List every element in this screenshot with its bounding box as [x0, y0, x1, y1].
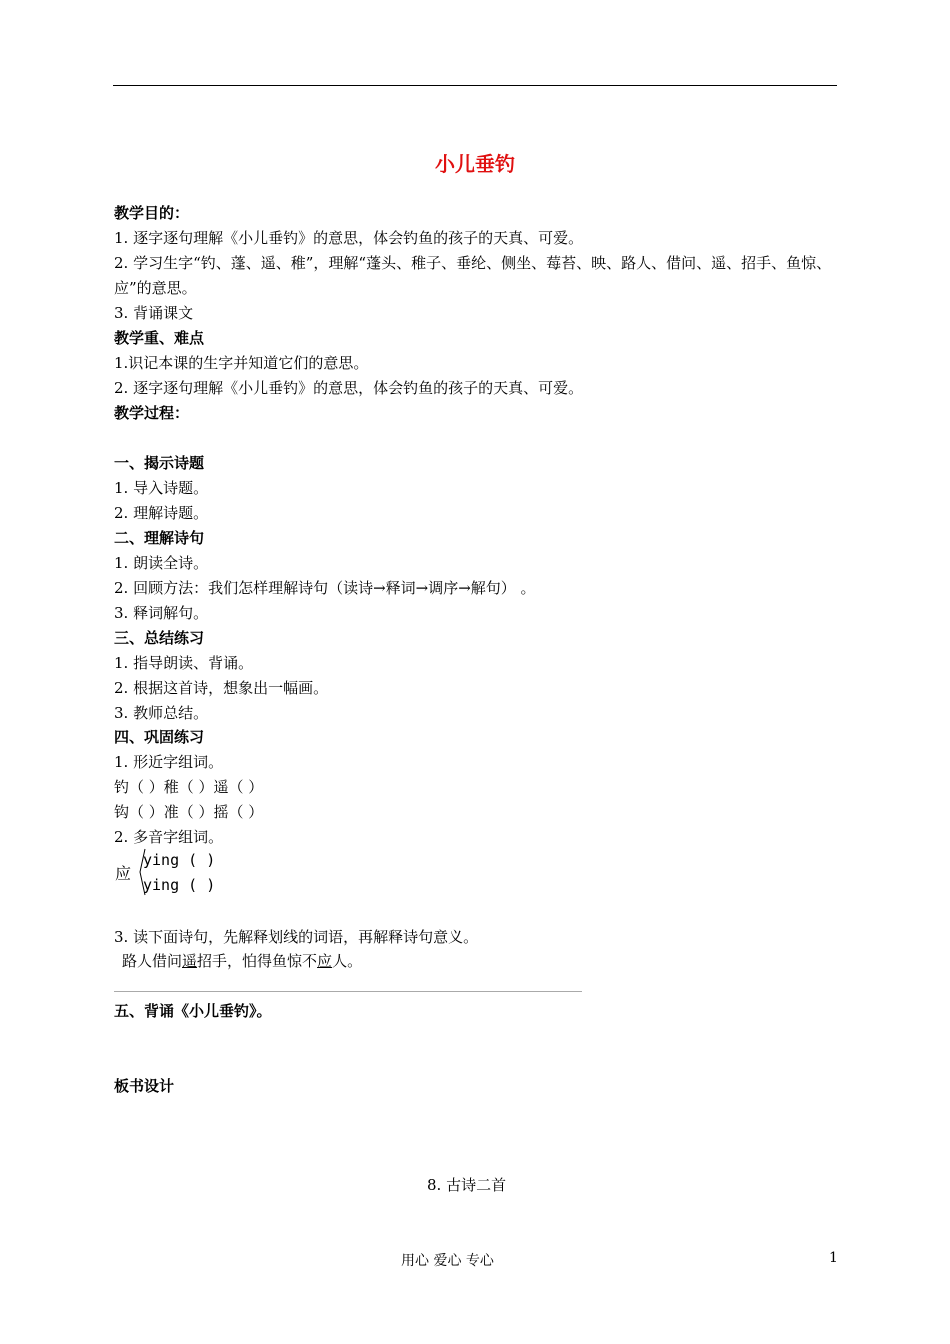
part4-heading: 四、巩固练习 — [114, 728, 205, 746]
separator-rule — [114, 991, 582, 992]
part1-item: 1. 导入诗题。 — [114, 479, 209, 497]
objective-item: 3. 背诵课文 — [114, 304, 194, 322]
similar-chars-row: 钓（ ）稚（ ）遥（ ） — [114, 778, 264, 796]
part3-item: 1. 指导朗读、背诵。 — [114, 654, 254, 672]
part4-item: 3. 读下面诗句，先解释划线的词语，再解释诗句意义。 — [114, 928, 479, 946]
pinyin-line: ying ( ) — [143, 851, 216, 869]
pinyin-line: ying ( ) — [143, 876, 216, 894]
underlined-word: 遥 — [182, 952, 198, 970]
focus-heading: 教学重、难点 — [114, 329, 205, 347]
poem-text: 路人借问 — [122, 952, 183, 970]
part3-item: 2. 根据这首诗，想象出一幅画。 — [114, 679, 329, 697]
poem-text: 招手，怕得鱼惊不 — [197, 952, 318, 970]
part4-item: 1. 形近字组词。 — [114, 753, 224, 771]
similar-chars-row: 钩（ ）准（ ）摇（ ） — [114, 803, 264, 821]
objectives-heading: 教学目的： — [114, 204, 190, 222]
poem-text: 人。 — [332, 952, 363, 970]
focus-item: 1.识记本课的生字并知道它们的意思。 — [114, 354, 369, 372]
polyphone-char: 应 — [115, 864, 132, 883]
header-rule — [113, 85, 837, 86]
focus-item: 2. 逐字逐句理解《小儿垂钓》的意思，体会钓鱼的孩子的天真、可爱。 — [114, 379, 584, 397]
process-heading: 教学过程： — [114, 404, 190, 422]
page-number: 1 — [829, 1250, 838, 1266]
part3-heading: 三、总结练习 — [114, 629, 205, 647]
objective-item: 应”的意思。 — [114, 279, 197, 297]
part2-item: 3. 释词解句。 — [114, 604, 209, 622]
objective-item: 2. 学习生字“钓、蓬、遥、稚”，理解“蓬头、稚子、垂纶、侧坐、莓苔、映、路人、借问、遥、招手、鱼惊、 — [114, 254, 832, 272]
part2-heading: 二、理解诗句 — [114, 529, 205, 547]
part5-heading: 五、背诵《小儿垂钓》。 — [114, 1002, 272, 1020]
part2-item: 2. 回顾方法：我们怎样理解诗句（读诗→释词→调序→解句） 。 — [114, 579, 536, 597]
part2-item: 1. 朗读全诗。 — [114, 554, 209, 572]
footer-motto: 用心 爱心 专心 — [401, 1253, 494, 1269]
part3-item: 3. 教师总结。 — [114, 704, 209, 722]
poem-line — [122, 950, 362, 971]
underlined-word: 应 — [317, 952, 333, 970]
board-heading: 板书设计 — [114, 1077, 175, 1095]
board-text: 8. 古诗二首 — [427, 1176, 507, 1194]
objective-item: 1. 逐字逐句理解《小儿垂钓》的意思，体会钓鱼的孩子的天真、可爱。 — [114, 229, 584, 247]
part1-heading: 一、揭示诗题 — [114, 454, 205, 472]
part1-item: 2. 理解诗题。 — [114, 504, 209, 522]
part4-item: 2. 多音字组词。 — [114, 828, 224, 846]
page-title: 小儿垂钓 — [435, 152, 515, 176]
